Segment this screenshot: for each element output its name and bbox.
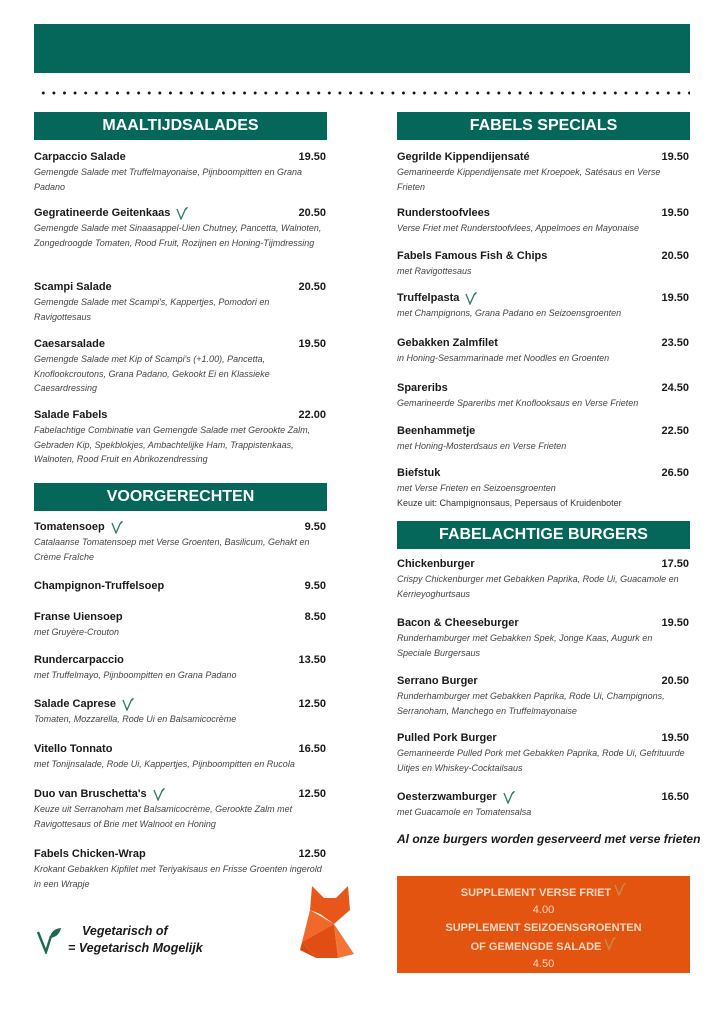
item-name: Oesterzwamburger xyxy=(397,791,497,803)
menu-item xyxy=(34,150,326,194)
item-name: Serrano Burger xyxy=(397,675,478,687)
supplement-title: SUPPLEMENT SEIZOENSGROENTEN OF GEMENGDE SALADE xyxy=(445,922,642,953)
item-price: 20.50 xyxy=(298,281,326,293)
item-price: 24.50 xyxy=(661,382,689,394)
item-price: 22.50 xyxy=(661,425,689,437)
menu-item xyxy=(34,742,326,772)
item-name: Chickenburger xyxy=(397,558,475,570)
item-name: Carpaccio Salade xyxy=(34,151,126,163)
item-name: Spareribs xyxy=(397,382,448,394)
menu-item xyxy=(397,291,689,321)
legend-line-2: = Vegetarisch Mogelijk xyxy=(68,941,203,955)
menu-item xyxy=(397,466,689,510)
item-description: met Ravigottesaus xyxy=(397,266,472,276)
item-name: Gebakken Zalmfilet xyxy=(397,337,498,349)
menu-item xyxy=(34,280,326,324)
item-description: met Verse Frieten en Seizoensgroenten xyxy=(397,483,556,493)
item-description: Catalaanse Tomatensoep met Verse Groenten, Basilicum, Gehakt en Crème Fraîche xyxy=(34,537,310,562)
item-description: Runderhamburger met Gebakken Spek, Jonge Kaas, Augurk en Speciale Burgersaus xyxy=(397,633,653,658)
item-price: 9.50 xyxy=(304,580,326,592)
item-name: Vitello Tonnato xyxy=(34,743,113,755)
item-description: met Champignons, Grana Padano en Seizoensgroenten xyxy=(397,308,622,318)
vegetarian-icon xyxy=(122,698,134,711)
item-price: 19.50 xyxy=(298,338,326,350)
menu-item xyxy=(34,520,326,564)
item-name: Duo van Bruschetta's xyxy=(34,788,147,800)
vegetarian-icon xyxy=(176,207,188,220)
menu-item xyxy=(397,731,689,775)
supplement-price: 4.00 xyxy=(532,904,555,916)
item-description: in Honing-Sesammarinade met Noodles en Groenten xyxy=(397,353,610,363)
item-name: Caesarsalade xyxy=(34,338,105,350)
item-name: Biefstuk xyxy=(397,467,441,479)
item-price: 23.50 xyxy=(661,337,689,349)
item-description: Krokant Gebakken Kipfilet met Teriyakisaus en Frisse Groenten ingerold in een Wrapje xyxy=(34,864,322,889)
vegetarian-icon xyxy=(465,292,477,305)
item-price: 19.50 xyxy=(298,151,326,163)
vegetarian-icon xyxy=(153,788,165,801)
item-description: Crispy Chickenburger met Gebakken Paprika, Rode Ui, Guacamole en Kerrieyoghurtsaus xyxy=(397,574,679,599)
item-price: 16.50 xyxy=(661,791,689,803)
section-header-salades: MAALTIJDSALADES xyxy=(34,112,327,140)
item-description: Gemarineerde Spareribs met Knoflooksaus en Verse Frieten xyxy=(397,398,639,408)
item-name: Salade Caprese xyxy=(34,698,116,710)
menu-item xyxy=(397,336,689,366)
item-name: Beenhammetje xyxy=(397,425,476,437)
menu-item xyxy=(34,610,326,640)
section-header-burgers: FABELACHTIGE BURGERS xyxy=(397,521,690,549)
item-description: Gemengde Salade met Truffelmayonaise, Pijnboompitten en Grana Padano xyxy=(34,167,302,192)
item-price: 13.50 xyxy=(298,654,326,666)
vegetarian-icon xyxy=(111,521,123,534)
item-price: 22.00 xyxy=(298,409,326,421)
section-header-specials: FABELS SPECIALS xyxy=(397,112,690,140)
item-price: 26.50 xyxy=(661,467,689,479)
menu-item xyxy=(397,557,689,601)
item-description: Gemengde Salade met Kip of Scampi's (+1.00), Pancetta, Knoflookcroutons, Grana Padano, Gekookt Ei en Klassieke Caesardressing xyxy=(34,354,270,393)
menu-item xyxy=(34,579,326,593)
vegetarian-icon xyxy=(614,883,626,896)
vegetarian-icon xyxy=(503,791,515,804)
item-name: Fabels Famous Fish & Chips xyxy=(397,250,548,262)
dotted-divider xyxy=(38,91,690,95)
item-name: Tomatensoep xyxy=(34,521,105,533)
item-name: Pulled Pork Burger xyxy=(397,732,497,744)
item-description: Gemengde Salade met Sinaasappel-Uien Chutney, Pancetta, Walnoten, Zongedroogde Tomaten, Rood Fruit, Rozijnen en Honing-Tijmdressing xyxy=(34,223,322,248)
item-name: Rundercarpaccio xyxy=(34,654,124,666)
legend-line-1: Vegetarisch of xyxy=(82,924,168,938)
item-name: Truffelpasta xyxy=(397,292,460,304)
menu-item xyxy=(34,697,326,727)
item-description: Gemarineerde Kippendijensate met Kroepoek, Satésaus en Verse Frieten xyxy=(397,167,661,192)
item-description: Tomaten, Mozzarella, Rode Ui en Balsamicocrème xyxy=(34,714,237,724)
item-price: 20.50 xyxy=(661,250,689,262)
item-description: Gemarineerde Pulled Pork met Gebakken Paprika, Rode Ui, Gefrituurde Uitjes en Whiskey-Cocktailsaus xyxy=(397,748,685,773)
item-price: 12.50 xyxy=(298,788,326,800)
item-description: Keuze uit Serranoham met Balsamicocrème, Gerookte Zalm met Ravigottesaus of Brie met Walnoot en Honing xyxy=(34,804,293,829)
menu-item xyxy=(397,249,689,279)
item-price: 8.50 xyxy=(304,611,326,623)
item-price: 19.50 xyxy=(661,292,689,304)
item-name: Champignon-Truffelsoep xyxy=(34,580,165,592)
item-description: met Tonijnsalade, Rode Ui, Kappertjes, Pijnboompitten en Rucola xyxy=(34,759,295,769)
menu-item xyxy=(397,150,689,194)
item-name: Scampi Salade xyxy=(34,281,112,293)
supplement-price: 4.50 xyxy=(532,958,555,970)
burger-note: Al onze burgers worden geserveerd met verse frieten xyxy=(397,832,701,846)
top-banner xyxy=(34,24,690,73)
item-name: Fabels Chicken-Wrap xyxy=(34,848,146,860)
menu-item xyxy=(397,206,689,236)
vegetarian-icon xyxy=(36,926,62,954)
item-name: Gegratineerde Geitenkaas xyxy=(34,207,171,219)
vegetarian-legend xyxy=(36,923,203,957)
item-price: 20.50 xyxy=(298,207,326,219)
supplements-box xyxy=(397,876,690,973)
item-description: met Guacamole en Tomatensalsa xyxy=(397,807,532,817)
menu-item xyxy=(397,790,689,820)
menu-item xyxy=(397,381,689,411)
menu-item xyxy=(397,616,689,660)
item-price: 20.50 xyxy=(661,675,689,687)
item-price: 16.50 xyxy=(298,743,326,755)
item-price: 12.50 xyxy=(298,848,326,860)
item-name: Bacon & Cheeseburger xyxy=(397,617,519,629)
item-price: 17.50 xyxy=(661,558,689,570)
item-price: 12.50 xyxy=(298,698,326,710)
item-price: 19.50 xyxy=(661,617,689,629)
item-name: Franse Uiensoep xyxy=(34,611,123,623)
item-name: Gegrilde Kippendijensaté xyxy=(397,151,530,163)
menu-item xyxy=(34,847,326,891)
item-extra: Keuze uit: Champignonsaus, Pepersaus of Kruidenboter xyxy=(397,497,622,508)
item-description: Runderhamburger met Gebakken Paprika, Rode Ui, Champignons, Serranoham, Manchego en Truffelmayonaise xyxy=(397,691,665,716)
menu-item xyxy=(34,787,326,831)
item-description: Verse Friet met Runderstoofvlees, Appelmoes en Mayonaise xyxy=(397,223,639,233)
item-price: 9.50 xyxy=(304,521,326,533)
vegetarian-icon xyxy=(604,937,616,950)
menu-item xyxy=(34,337,326,396)
item-description: met Gruyère-Crouton xyxy=(34,627,120,637)
item-price: 19.50 xyxy=(661,151,689,163)
item-name: Runderstoofvlees xyxy=(397,207,490,219)
item-price: 19.50 xyxy=(661,732,689,744)
menu-item xyxy=(34,653,326,683)
menu-item xyxy=(397,674,689,718)
item-name: Salade Fabels xyxy=(34,409,108,421)
item-description: Gemengde Salade met Scampi's, Kappertjes, Pomodori en Ravigottesaus xyxy=(34,297,270,322)
item-description: met Truffelmayo, Pijnboompitten en Grana Padano xyxy=(34,670,237,680)
menu-item xyxy=(34,408,326,467)
menu-item xyxy=(34,206,326,250)
menu-item xyxy=(397,424,689,454)
item-description: met Honing-Mosterdsaus en Verse Frieten xyxy=(397,441,567,451)
item-description: Fabelachtige Combinatie van Gemengde Salade met Gerookte Zalm, Gebraden Kip, Spekblokjes, Ambachtelijke Ham, Trappistenkaas, Walnoten, Rood Fruit en Abrikozendressing xyxy=(34,425,311,464)
item-price: 19.50 xyxy=(661,207,689,219)
supplement-title: SUPPLEMENT VERSE FRIET xyxy=(397,883,690,902)
fox-logo xyxy=(298,886,358,966)
section-header-voorgerechten: VOORGERECHTEN xyxy=(34,483,327,511)
